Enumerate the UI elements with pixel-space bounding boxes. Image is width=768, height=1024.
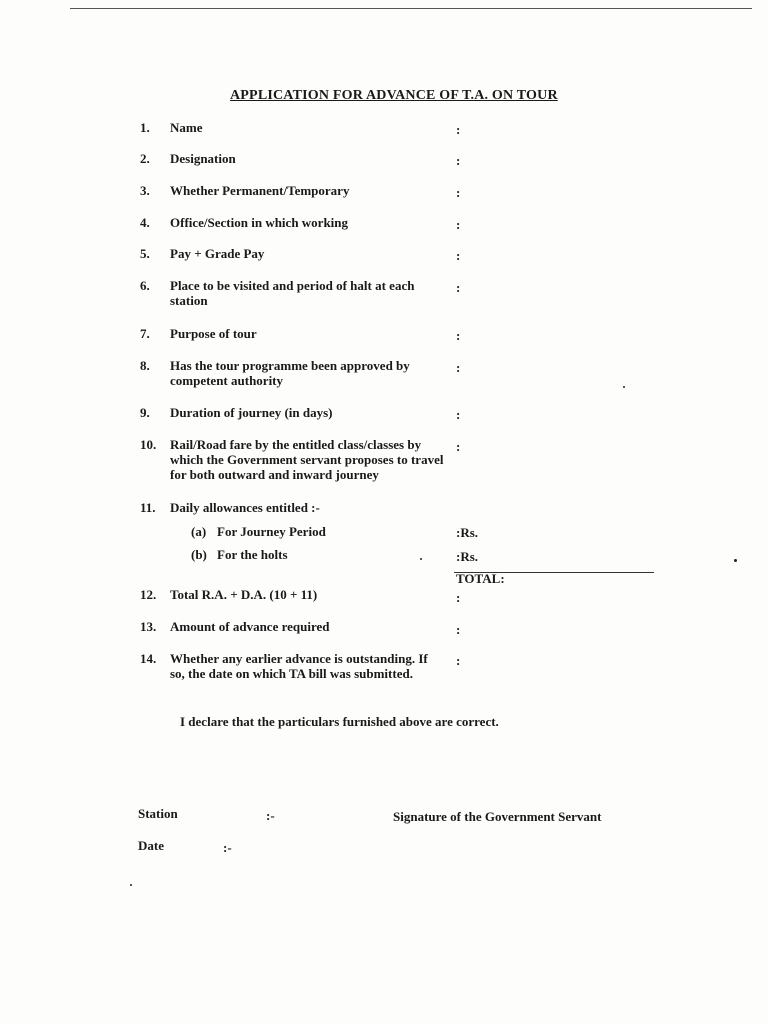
item-number: 7.	[140, 326, 150, 341]
item-number: 1.	[140, 120, 150, 135]
item-colon: :	[456, 248, 461, 263]
date-separator: :-	[223, 840, 232, 855]
allowance-label-journey: For Journey Period	[217, 524, 326, 539]
item-label-purpose: Purpose of tour	[170, 326, 257, 341]
item-label-daily-allowances: Daily allowances entitled :-	[170, 500, 320, 515]
item-colon: :	[456, 360, 461, 375]
allowance-value-journey: :Rs.	[456, 525, 479, 540]
item-number: 9.	[140, 405, 150, 420]
station-separator: :-	[266, 808, 275, 823]
item-label-duration: Duration of journey (in days)	[170, 405, 333, 420]
item-number: 13.	[140, 619, 157, 634]
scan-speck	[734, 559, 737, 562]
item-colon: :	[456, 439, 461, 454]
item-label-total: Total R.A. + D.A. (10 + 11)	[170, 587, 318, 602]
item-colon: :	[456, 217, 461, 232]
item-number: 10.	[140, 437, 157, 452]
item-colon: :	[456, 122, 461, 137]
item-label-fare: Rail/Road fare by the entitled class/classes by which the Government servant proposes to travel for both outward and inward journey	[170, 437, 444, 482]
item-colon: :	[456, 280, 461, 295]
item-number: 3.	[140, 183, 150, 198]
scan-speck	[130, 884, 132, 886]
item-label-designation: Designation	[170, 151, 236, 166]
item-colon: :	[456, 622, 461, 637]
allowance-label-holts: For the holts	[217, 547, 288, 562]
item-colon: :	[456, 328, 461, 343]
item-label-pay: Pay + Grade Pay	[170, 246, 265, 261]
item-label-outstanding: Whether any earlier advance is outstanding. If so, the date on which TA bill was submitted.	[170, 651, 428, 681]
top-rule	[70, 8, 752, 9]
item-colon: :	[456, 590, 461, 605]
item-colon: :	[456, 407, 461, 422]
item-colon: :	[456, 185, 461, 200]
scan-speck	[623, 386, 625, 388]
signature-label: Signature of the Government Servant	[393, 809, 602, 824]
item-colon: :	[456, 653, 461, 668]
item-number: 4.	[140, 215, 150, 230]
allowance-letter: (b)	[191, 547, 207, 562]
item-label-place-visited: Place to be visited and period of halt at each station	[170, 278, 415, 308]
item-number: 5.	[140, 246, 150, 261]
item-label-office-section: Office/Section in which working	[170, 215, 349, 230]
item-number: 2.	[140, 151, 150, 166]
item-label-advance-amount: Amount of advance required	[170, 619, 330, 634]
declaration: I declare that the particulars furnished above are correct.	[180, 714, 499, 729]
item-number: 12.	[140, 587, 157, 602]
item-label-name: Name	[170, 120, 203, 135]
scan-speck	[420, 558, 422, 560]
item-label-permanent-temporary: Whether Permanent/Temporary	[170, 183, 350, 198]
item-colon: :	[456, 153, 461, 168]
item-number: 6.	[140, 278, 150, 293]
total-label: TOTAL:	[456, 571, 505, 586]
date-label: Date	[138, 838, 164, 853]
allowance-letter: (a)	[191, 524, 207, 539]
item-number: 14.	[140, 651, 157, 666]
allowance-value-holts: :Rs.	[456, 549, 479, 564]
station-label: Station	[138, 806, 178, 821]
item-number: 11.	[140, 500, 156, 515]
form-title: APPLICATION FOR ADVANCE OF T.A. ON TOUR	[230, 88, 558, 103]
item-label-approved: Has the tour programme been approved by competent authority	[170, 358, 410, 388]
item-number: 8.	[140, 358, 150, 373]
